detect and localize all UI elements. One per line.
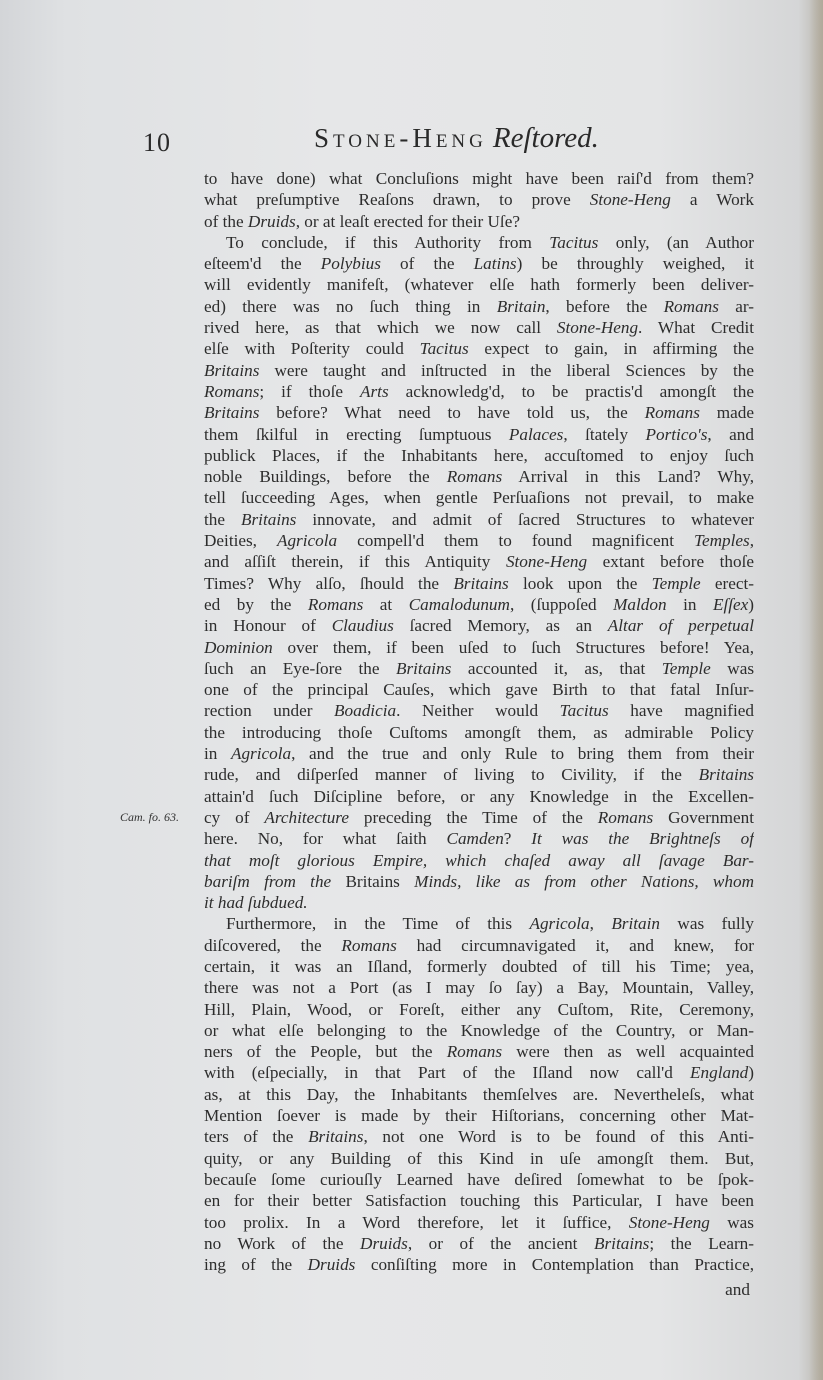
text-line: noble Buildings, before the Romans Arrival in this Land? Why,: [204, 467, 754, 487]
text-line: of the Druids, or at leaſt erected for their Uſe?: [204, 211, 520, 231]
text-line: rection under Boadicia. Neither would Tacitus have magnified: [204, 701, 754, 721]
text-line: Mention ſoever is made by their Hiſtorians, concerning other Mat-: [204, 1106, 754, 1126]
text-line: certain, it was an Iſland, formerly doubted of till his Time; yea,: [204, 956, 754, 976]
text-line: Deities, Agricola compell'd them to found magnificent Temples,: [204, 531, 754, 551]
text-line: ed) there was no ſuch thing in Britain, before the Romans ar-: [204, 296, 754, 316]
text-line: Furthermore, in the Time of this Agricola, Britain was fully: [226, 914, 754, 934]
text-line: ing of the Druids conſiſting more in Contemplation than Practice,: [204, 1255, 754, 1275]
page-number: 10: [143, 128, 171, 157]
text-line: in Agricola, and the true and only Rule to bring them from their: [204, 744, 754, 764]
text-line: Hill, Plain, Wood, or Foreſt, either any Cuſtom, Rite, Ceremony,: [204, 999, 754, 1019]
text-line: the introducing thoſe Cuſtoms amongſt them, as admirable Policy: [204, 722, 754, 742]
text-line: Times? Why alſo, ſhould the Britains look upon the Temple erect-: [204, 573, 754, 593]
text-line: as, at this Day, the Inhabitants themſelves are. Nevertheleſs, what: [204, 1084, 754, 1104]
text-line: ſuch an Eye-ſore the Britains accounted it, as, that Temple was: [204, 658, 754, 678]
text-line: Britains were taught and inſtructed in the liberal Sciences by the: [204, 360, 754, 380]
text-line: in Honour of Claudius ſacred Memory, as an Altar of perpetual: [204, 616, 754, 636]
text-line: that moſt glorious Empire, which chaſed away all ſavage Bar-: [204, 850, 754, 870]
text-line: ters of the Britains, not one Word is to be found of this Anti-: [204, 1127, 754, 1147]
text-line: them ſkilful in erecting ſumptuous Palaces, ſtately Portico's, and: [204, 424, 754, 444]
text-line: to have done) what Concluſions might have been raiſ'd from them?: [204, 169, 754, 188]
text-line: ed by the Romans at Camalodunum, (ſuppoſed Maldon in Eſſex): [204, 594, 754, 614]
running-head: [314, 122, 654, 162]
text-line: attain'd ſuch Diſcipline before, or any Knowledge in the Excellen-: [204, 786, 754, 806]
text-line: what preſumptive Reaſons drawn, to prove Stone-Heng a Work: [204, 190, 754, 210]
text-line: and aſſiſt therein, if this Antiquity Stone-Heng extant before thoſe: [204, 552, 754, 572]
text-line: there was not a Port (as I may ſo ſay) a Bay, Mountain, Valley,: [204, 978, 754, 998]
text-line: will evidently manifeſt, (whatever elſe hath formerly been deliver-: [204, 275, 754, 295]
text-line: it had ſubdued.: [204, 893, 308, 913]
text-line: Romans; if thoſe Arts acknowledg'd, to be practis'd amongſt the: [204, 381, 754, 401]
page-edge-shadow: [809, 0, 823, 1380]
text-line: rived here, as that which we now call Stone-Heng. What Credit: [204, 318, 754, 338]
text-line: diſcovered, the Romans had circumnavigated it, and knew, for: [204, 935, 754, 955]
text-line: becauſe ſome curiouſly Learned have deſired ſomewhat to be ſpok-: [204, 1169, 754, 1189]
text-line: cy of Architecture preceding the Time of the Romans Government: [204, 807, 754, 827]
text-line: rude, and diſperſed manner of living to Civility, if the Britains: [204, 765, 754, 785]
running-head-title: Stone-Heng: [314, 123, 487, 153]
text-line: with (eſpecially, in that Part of the Iſland now call'd England): [204, 1063, 754, 1083]
text-line: no Work of the Druids, or of the ancient Britains; the Learn-: [204, 1233, 754, 1253]
text-line: tell ſucceeding Ages, when gentle Perſuaſions not prevail, to make: [204, 488, 754, 508]
margin-note: Cam. fo. 63.: [120, 810, 180, 824]
text-line: the Britains innovate, and admit of ſacred Structures to whatever: [204, 509, 754, 529]
text-line: or what elſe belonging to the Knowledge of the Country, or Man-: [204, 1020, 754, 1040]
text-line: elſe with Poſterity could Tacitus expect to gain, in affirming the: [204, 339, 754, 359]
text-line: too prolix. In a Word therefore, let it ſuffice, Stone-Heng was: [204, 1212, 754, 1232]
text-line: publick Places, if the Inhabitants here, accuſtomed to enjoy ſuch: [204, 445, 754, 465]
running-head-italic: Reſtored.: [492, 122, 599, 154]
catchword: and: [725, 1280, 750, 1300]
text-line: To conclude, if this Authority from Tacitus only, (an Author: [226, 232, 754, 252]
body-text: [204, 168, 754, 1300]
text-line: bariſm from the Britains Minds, like as from other Nations, whom: [204, 871, 754, 891]
text-line: here. No, for what ſaith Camden? It was the Brightneſs of: [204, 829, 754, 849]
text-line: quity, or any Building of this Kind in uſe amongſt them. But,: [204, 1148, 754, 1168]
text-line: eſteem'd the Polybius of the Latins) be throughly weighed, it: [204, 254, 754, 274]
text-line: one of the principal Cauſes, which gave Birth to that fatal Inſur-: [204, 680, 754, 700]
text-line: Britains before? What need to have told us, the Romans made: [204, 403, 754, 423]
text-line: ners of the People, but the Romans were then as well acquainted: [204, 1042, 754, 1062]
text-line: en for their better Satisfaction touching this Particular, I have been: [204, 1191, 754, 1211]
text-line: Dominion over them, if been uſed to ſuch Structures before! Yea,: [204, 637, 754, 657]
